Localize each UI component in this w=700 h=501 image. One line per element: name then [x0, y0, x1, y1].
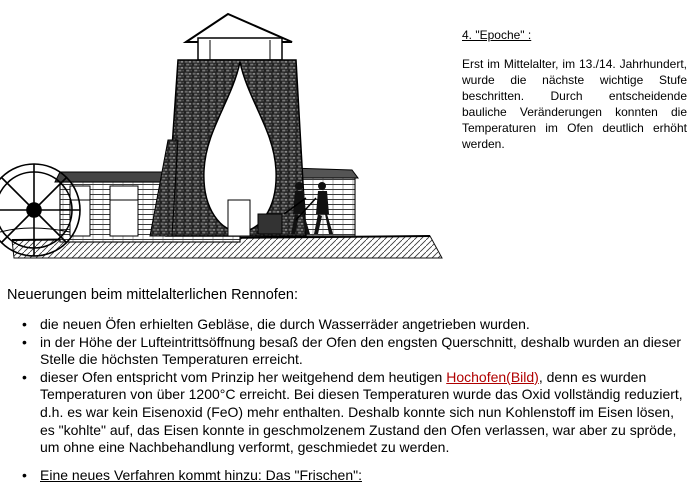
list-item-text: in der Höhe der Lufteintrittsöffnung besaß der Ofen den engsten Querschnitt, deshalb wurden an dieser Stelle die höchsten Temperaturen erreicht. [40, 333, 682, 368]
list-item-text-after: , denn es wurden Temperaturen von über 1200°C erreicht. Bei diesen Temperaturen wurde das Oxid vollständig reduziert, d.h. es war kein Eisenoxid (FeO) mehr enthalten. Deshalb konnte sich nun Kohlenstoff im Eisen lösen, es "kohlte" auf, das Eisen konnte in geschmolzenem Zustand den Ofen verlassen, war aber zu spröde, um ohne eine Nachbehandlung verformt, geschmiedet zu werden. [40, 368, 683, 456]
bullet-icon: • [22, 368, 27, 385]
list-item-text-before: dieser Ofen entspricht vom Prinzip her weitgehend dem heutigen [40, 368, 447, 385]
epoch-description: Erst im Mittelalter, im 13./14. Jahrhundert, wurde die nächste wichtige Stufe beschritten. Durch entscheidende bauliche Veränderungen konnten die Temperaturen im Ofen deutlich erhöht werden. [462, 57, 687, 151]
innovation-list [0, 316, 700, 484]
bullet-icon: • [22, 333, 27, 350]
section-heading: Neuerungen beim mittelalterlichen Rennofen: [7, 287, 298, 303]
list-item-text: die neuen Öfen erhielten Gebläse, die durch Wasserräder angetrieben wurden. [40, 316, 530, 332]
bullet-icon: • [22, 466, 27, 483]
furnace-illustration [0, 0, 445, 262]
epoch-title: 4. "Epoche" : [462, 28, 532, 42]
list-item [0, 467, 700, 485]
bullet-icon: • [22, 316, 27, 332]
list-item [0, 334, 700, 369]
hochofen-link[interactable]: Hochofen(Bild) [446, 368, 539, 385]
list-item [0, 316, 700, 334]
list-item [0, 369, 700, 457]
list-item-text: Eine neues Verfahren kommt hinzu: Das "Frischen": [40, 466, 362, 483]
epoch-panel [462, 28, 687, 152]
